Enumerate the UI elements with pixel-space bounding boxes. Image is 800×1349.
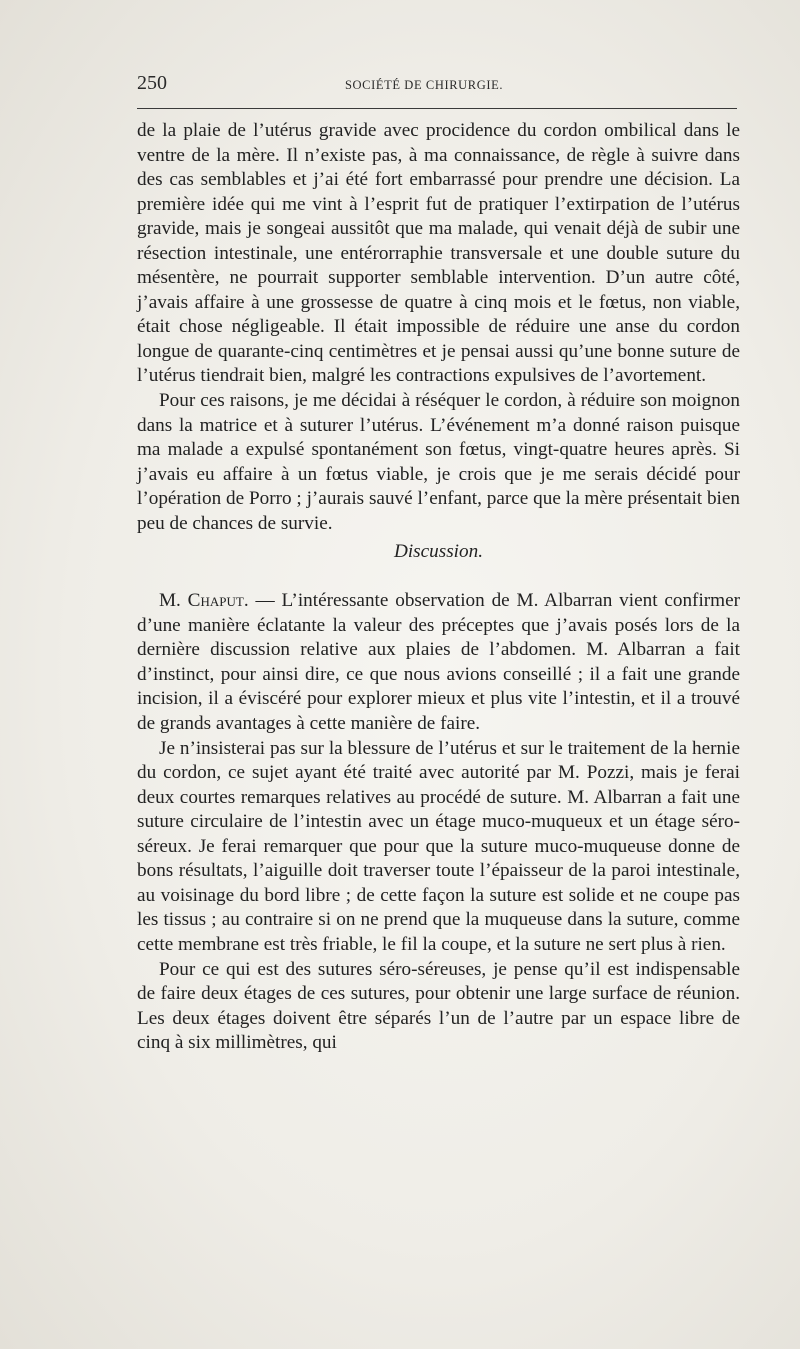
header-rule	[137, 108, 737, 109]
section-title	[137, 540, 740, 577]
body-text	[137, 119, 740, 1056]
paragraph-5: Pour ce qui est des sutures séro-séreuses, je pense qu’il est indispensable de faire deux étages de ces sutures, pour obtenir une large surface de réunion. Les deux étages doivent être séparés l’un de l’autre par un espace libre de cinq à six millimètres, qui	[137, 958, 740, 1054]
speaker-name: M. Chaput.	[159, 590, 249, 612]
paragraph-3-text: — L’intéressante observation de M. Albarran vient confirmer d’une manière éclatante la valeur des préceptes que j’avais posés lors de la dernière discussion relative aux plaies de l’abdomen. M. Albarran a fait d’instinct, pour ainsi dire, ce que nous avions conseillé ; il a fait une grande incision, il a éviscéré pour explorer mieux et plus vite l’intestin, et il a trouvé de grands avantages à cette manière de faire.	[137, 590, 740, 735]
section-title-text: Discussion.	[393, 541, 483, 563]
page-header	[137, 72, 737, 102]
running-head: SOCIÉTÉ DE CHIRURGIE.	[345, 78, 504, 92]
paragraph-4: Je n’insisterai pas sur la blessure de l’utérus et sur le traitement de la hernie du cordon, ce sujet ayant été traité avec autorité par M. Pozzi, mais je ferai deux courtes remarques relatives au procédé de suture. M. Albarran a fait une suture circulaire de l’intestin avec un étage muco-muqueux et un étage séro-séreux. Je ferai remarquer que pour que la suture muco-muqueuse donne de bons résultats, l’aiguille doit traverser toute l’épaisseur de la paroi intestinale, au voisinage du bord libre ; de cette façon la suture est solide et ne coupe pas les tissus ; au contraire si on ne prend que la muqueuse dans la suture, comme cette membrane est très friable, le fil la coupe, et la suture ne sert plus à rien.	[137, 737, 740, 955]
paragraph-1: de la plaie de l’utérus gravide avec procidence du cordon ombilical dans le ventre de la mère. Il n’existe pas, à ma connaissance, de règle à suivre dans des cas semblables et j’ai été fort embarrassé pour prendre une décision. La première idée qui me vint à l’esprit fut de pratiquer l’extirpation de l’utérus gravide, mais je songeai aussitôt que ma malade, qui venait déjà de subir une résection intestinale, une entérorraphie transversale et une double suture du mésentère, ne pourrait supporter semblable intervention. D’un autre côté, j’avais affaire à une grossesse de quatre à cinq mois et le fœtus, non viable, était chose négligeable. Il était impossible de réduire une anse du cordon longue de quarante-cinq centimètres et je pensai aussi qu’une bonne suture de l’utérus tiendrait bien, malgré les contractions expulsives de l’avortement.	[137, 120, 740, 387]
page-number: 250	[137, 72, 167, 94]
paragraph-2: Pour ces raisons, je me décidai à réséquer le cordon, à réduire son moignon dans la matrice et à suturer l’utérus. L’événement m’a donné raison puisque ma malade a expulsé spontanément son fœtus, vingt-quatre heures après. Si j’avais eu affaire à un fœtus viable, je crois que je me serais décidé pour l’opération de Porro ; j’aurais sauvé l’enfant, parce que la mère présentait bien peu de chances de survie.	[137, 390, 740, 534]
paragraph-3	[137, 589, 740, 736]
